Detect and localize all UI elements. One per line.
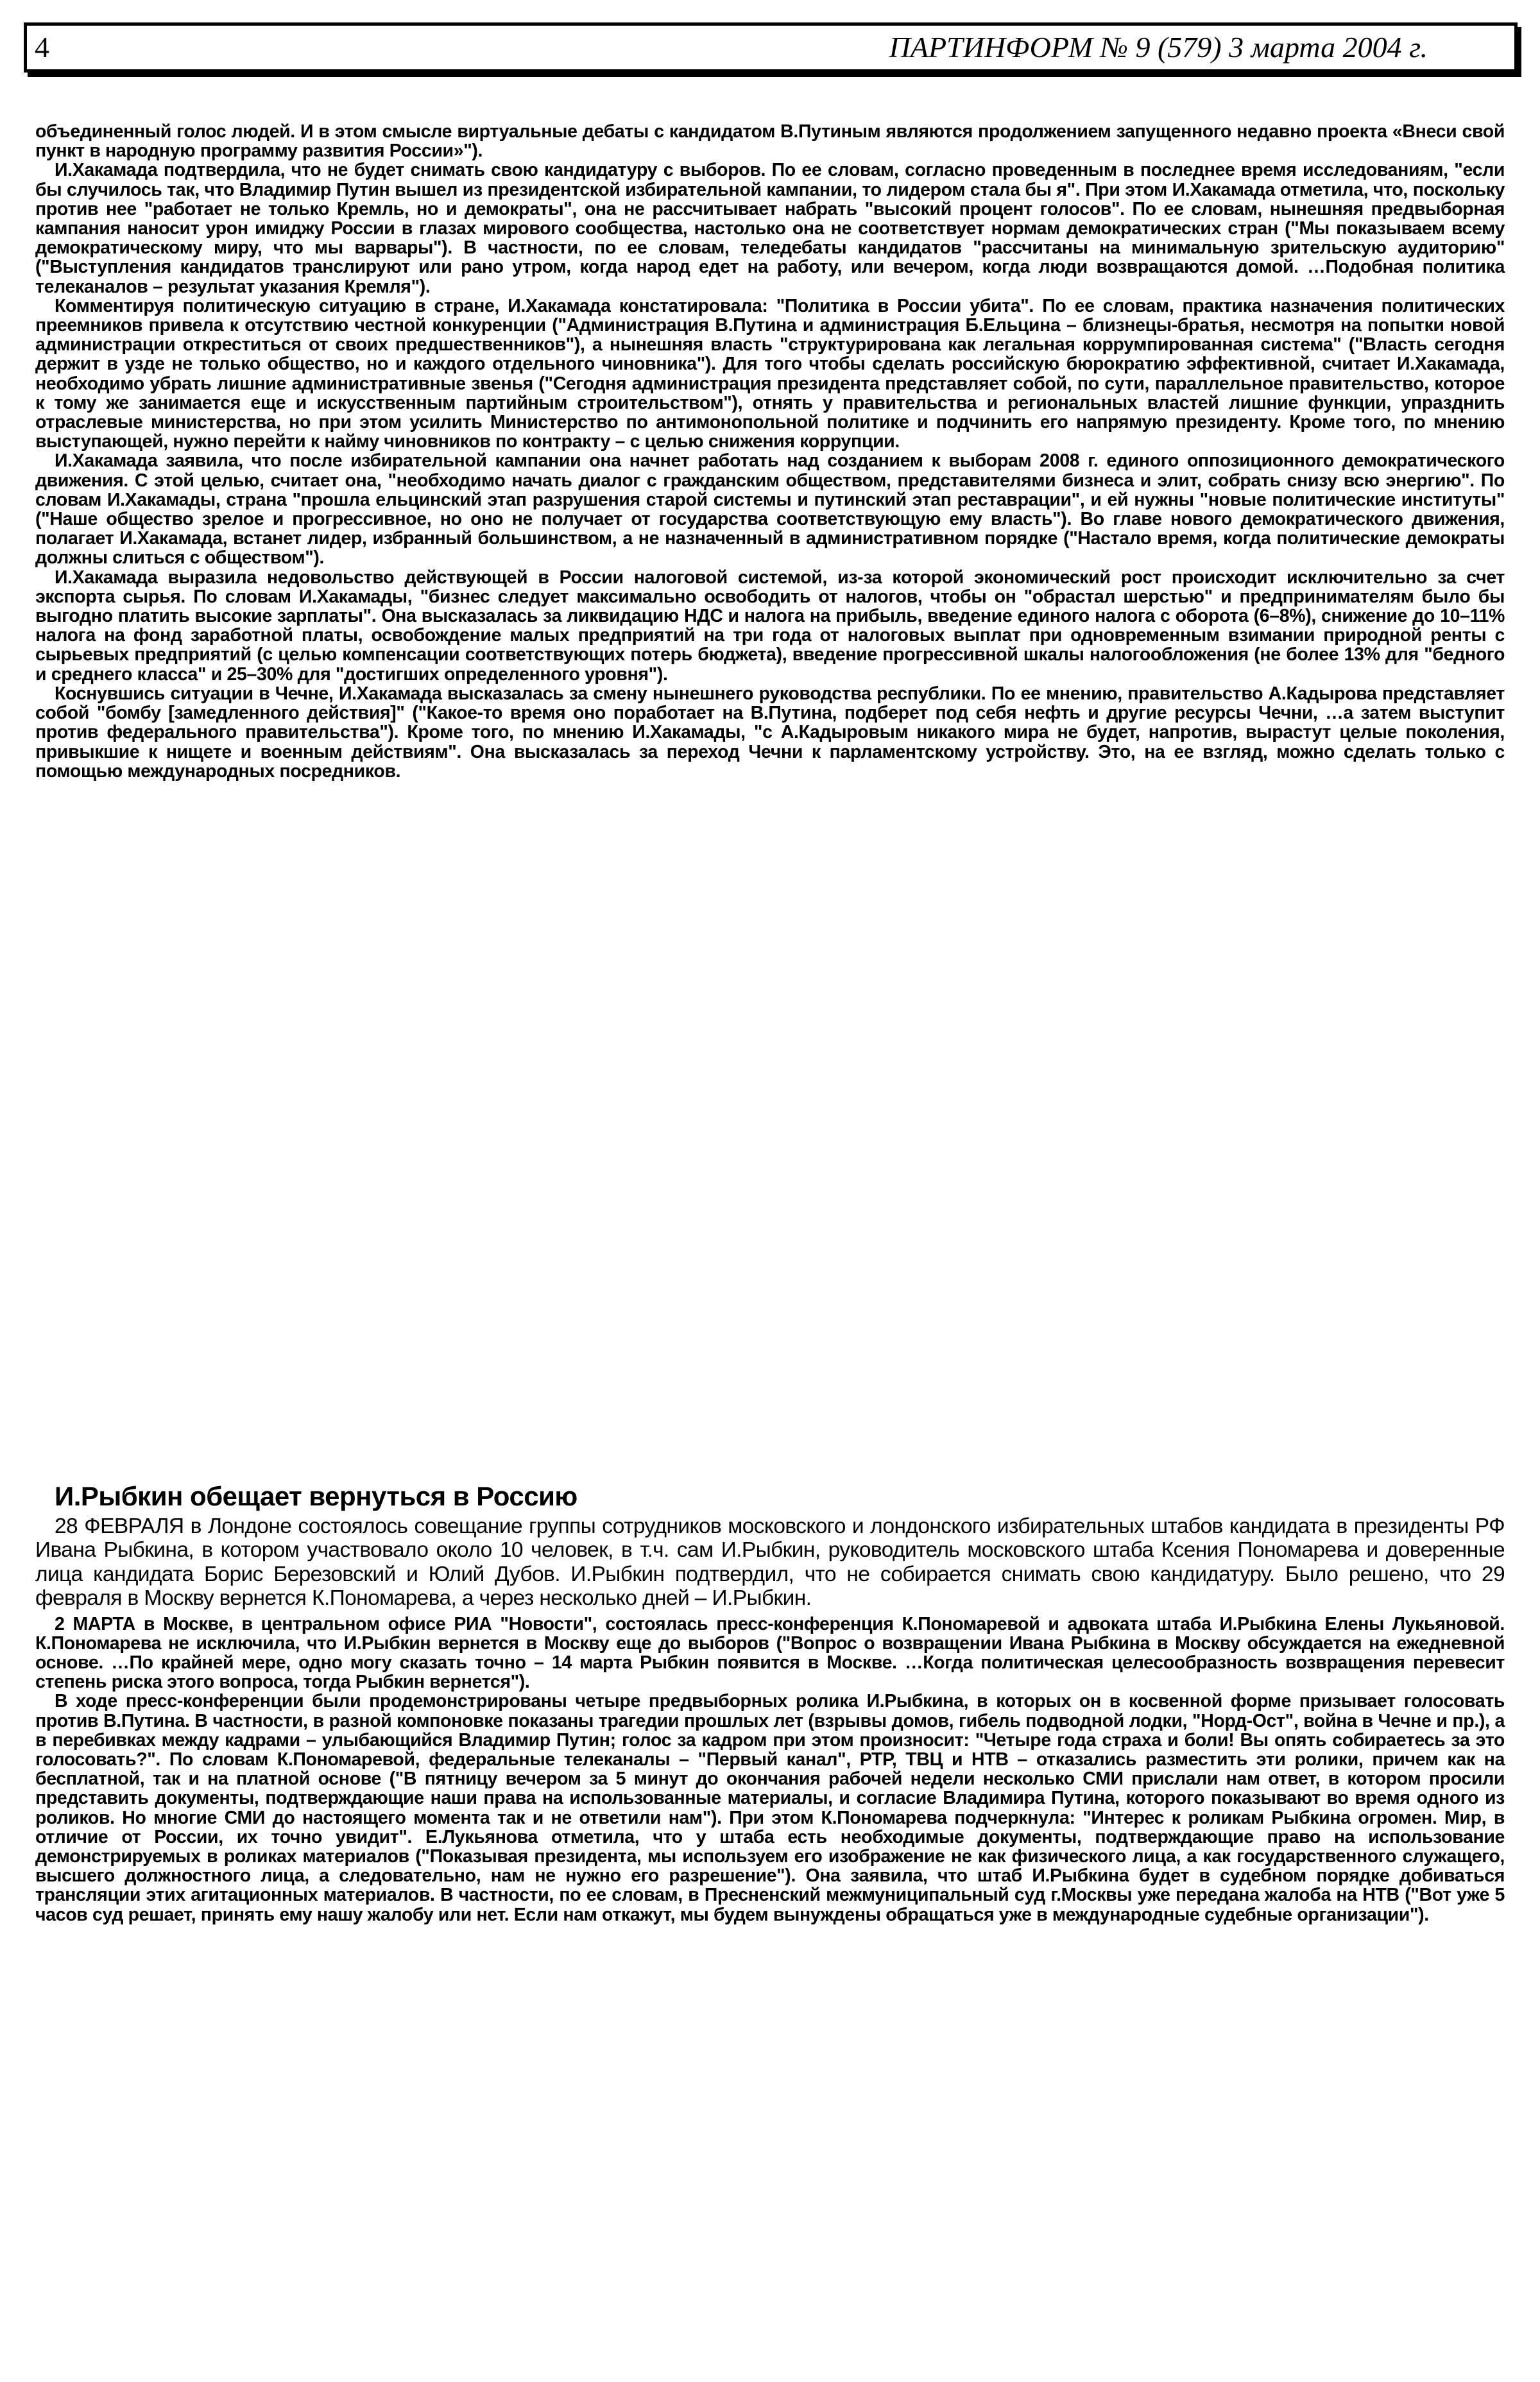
paragraph: И.Хакамада подтвердила, что не будет снимать свою кандидатуру с выборов. По ее словам, согласно проведенным в последнее время исследованиям, "если бы случилось так, что Владимир Путин вышел из президентской избирательной кампании, то лидером стала бы я". При этом И.Хакамада отметила, что, поскольку против нее "работает не только Кремль, но и демократы", она не рассчитывает набрать "высокий процент голосов". По ее словам, нынешняя предвыборная кампания наносит урон имиджу России в глазах мирового сообщества, настолько она не соответствует нормам демократических стран ("Мы показываем всему демократическому миру, что мы варвары"). В частности, по ее словам, теледебаты кандидатов "рассчитаны на минимальную зрительскую аудиторию" ("Выступления кандидатов транслируют или рано утром, когда народ едет на работу, или вечером, когда люди возвращаются домой. …Подобная политика телеканалов – результат указания Кремля"). [35,160,1505,297]
paragraph: И.Хакамада заявила, что после избирательной кампании она начнет работать над созданием к выборам 2008 г. единого оппозиционного демократического движения. С этой целью, считает она, "необходимо начать диалог с гражданским обществом, представителями бизнеса и элит, собрать снизу всю энергию". По словам И.Хакамады, страна "прошла ельцинский этап разрушения старой системы и путинский этап реставрации", и ей нужны "новые политические институты" ("Наше общество зрелое и прогрессивное, но оно не получает от государства соответствующую ему власть"). Во главе нового демократического движения, полагает И.Хакамада, встанет лидер, избранный большинством, а не назначенный в административном порядке ("Настало время, когда политические демократы должны слиться с обществом"). [35,450,1505,569]
article-title: И.Рыбкин обещает вернуться в Россию [55,1481,578,1511]
lead-paragraph: 28 ФЕВРАЛЯ в Лондоне состоялось совещание группы сотрудников московского и лондонского избирательных штабов кандидата в президенты РФ Ивана Рыбкина, в котором участвовало около 10 человек, в т.ч. сам И.Рыбкин, руководитель московского штаба Ксения Пономарева и доверенные лица кандидата Борис Березовский и Юлий Дубов. И.Рыбкин подтвердил, что не собирается снимать свою кандидатуру. Было решено, что 29 февраля в Москву вернется К.Пономарева, а через несколько дней – И.Рыбкин. [35,1514,1505,1611]
paragraph: Комментируя политическую ситуацию в стране, И.Хакамада констатировала: "Политика в России убита". По ее словам, практика назначения политических преемников привела к отсутствию честной конкуренции ("Администрация В.Путина и администрация Б.Ельцина – близнецы-братья, несмотря на попытки новой администрации откреститься от своих предшественников"), а нынешняя власть "структурирована как легальная коррумпированная система" ("Власть сегодня держит в узде не только общество, но и каждого отдельного чиновника"). Для того чтобы сделать российскую бюрократию эффективной, считает И.Хакамада, необходимо убрать лишние административные звенья ("Сегодня администрация президента представляет собой, по сути, параллельное правительство, которое к тому же занимается еще и искусственным партийным строительством"), отнять у правительства и региональных властей лишние функции, упразднить отраслевые министерства, но при этом усилить Министерство по антимонопольной политике и подчинить его напрямую президенту. Кроме того, по мнению выступающей, нужно перейти к найму чиновников по контракту – с целью снижения коррупции. [35,295,1505,452]
paragraph: Коснувшись ситуации в Чечне, И.Хакамада высказалась за смену нынешнего руководства республики. По ее мнению, правительство А.Кадырова представляет собой "бомбу [замедленного действия]" ("Какое-то время оно поработает на В.Путина, подберет под себя нефть и другие ресурсы Чечни, …а затем выступит против федерального правительства"). Кроме того, по мнению И.Хакамады, "с А.Кадыровым никакого мира не будет, напротив, вырастут целые поколения, привыкшие к нищете и военным действиям". Она высказалась за переход Чечни к парламентскому устройству. Это, на ее взгляд, можно сделать только с помощью международных посредников. [35,683,1505,782]
masthead: ПАРТИНФОРМ № 9 (579) 3 марта 2004 г. [889,31,1428,64]
article-khakamada [35,122,1505,781]
page-number: 4 [35,31,49,64]
paragraph: В ходе пресс-конференции были продемонстрированы четыре предвыборных ролика И.Рыбкина, в которых он в косвенной форме призывает голосовать против В.Путина. В частности, в разной компоновке показаны трагедии прошлых лет (взрывы домов, гибель подводной лодки, "Норд-Ост", война в Чечне и пр.), а в перебивках между кадрами – улыбающийся Владимир Путин; голос за кадром при этом произносит: "Четыре года страха и боли! Вы опять собираетесь за это голосовать?". По словам К.Пономаревой, федеральные телеканалы – "Первый канал", РТР, ТВЦ и НТВ – отказались разместить эти ролики, причем как на бесплатной, так и на платной основе ("В пятницу вечером за 5 минут до окончания рабочей недели несколько СМИ прислали нам ответ, в котором просили представить документы, подтверждающие наши права на использованные материалы, и согласие Владимира Путина, которого показывают во время одного из роликов. Но многие СМИ до настоящего момента так и не ответили нам"). При этом К.Пономарева подчеркнула: "Интерес к роликам Рыбкина огромен. Мир, в отличие от России, их точно увидит". Е.Лукьянова отметила, что у штаба есть необходимые документы, подтверждающие право на использование демонстрируемых в роликах материалов ("Показывая президента, мы используем его изображение не как физического лица, а как государственного служащего, высшего должностного лица, а следовательно, нам не нужно его разрешение"). Она заявила, что штаб И.Рыбкина будет в судебном порядке добиваться трансляции этих агитационных материалов. В частности, по ее словам, в Пресненский межмуниципальный суд г.Москвы уже передана жалоба на НТВ ("Вот уже 5 часов суд решает, принять ему нашу жалобу или нет. Если нам откажут, мы будем вынуждены обращаться уже в международные судебные организации"). [35,1691,1505,1925]
paragraph: И.Хакамада выразила недовольство действующей в России налоговой системой, из-за которой экономический рост происходит исключительно за счет экспорта сырья. По словам И.Хакамады, "бизнес следует максимально освободить от налогов, чтобы он "обрастал шерстью" и предпринимателям было бы выгодно платить высокие зарплаты". Она высказалась за ликвидацию НДС и налога на прибыль, введение единого налога с оборота (6–8%), снижение до 10–11% налога на фонд заработной платы, освобождение малых предприятий на три года от налоговых выплат при одновременным взимании природной ренты с сырьевых предприятий (с целью компенсации соответствующих потерь бюджета), введение прогрессивной шкалы налогообложения (не более 13% для "бедного и среднего класса" и 25–30% для "достигших определенного уровня"). [35,567,1505,685]
page-header [24,22,1518,73]
article-rybkin [35,1481,1505,1924]
paragraph: объединенный голос людей. И в этом смысле виртуальные дебаты с кандидатом В.Путиным являются продолжением запущенного недавно проекта «Внеси свой пункт в народную программу развития России»"). [35,121,1505,162]
paragraph: 2 МАРТА в Москве, в центральном офисе РИА "Новости", состоялась пресс-конференция К.Пономаревой и адвоката штаба И.Рыбкина Елены Лукьяновой. К.Пономарева не исключила, что И.Рыбкин вернется в Москву еще до выборов ("Вопрос о возвращении Ивана Рыбкина в Москву обсуждается на ежедневной основе. …По крайней мере, одно могу сказать точно – 14 марта Рыбкин появится в Москве. …Когда политическая целесообразность возвращения перевесит степень риска этого вопроса, тогда Рыбкин вернется"). [35,1613,1505,1693]
